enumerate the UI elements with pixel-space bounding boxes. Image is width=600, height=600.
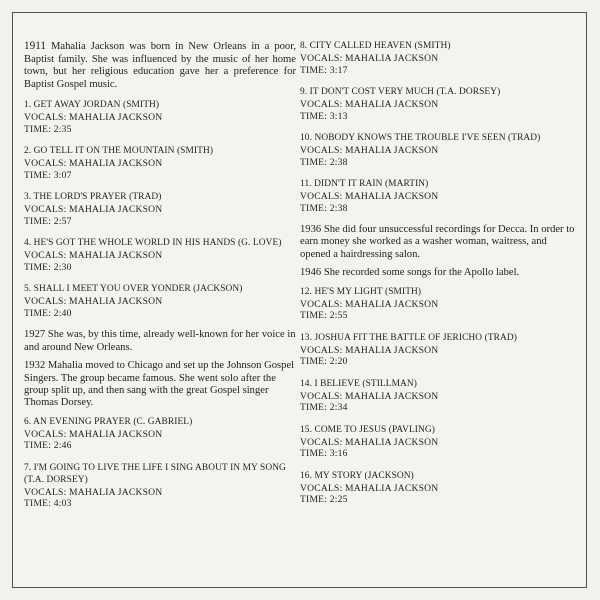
- track-author: (TRAD): [508, 133, 541, 143]
- intro-paragraph: [24, 40, 296, 91]
- track-vocals: VOCALS: MAHALIA JACKSON: [300, 99, 439, 110]
- track-time: TIME: 2:57: [24, 215, 72, 227]
- track-time: TIME: 3:17: [300, 64, 348, 76]
- track-time: TIME: 2:34: [300, 402, 348, 414]
- track-entry: [300, 40, 576, 76]
- intro-text: Mahalia Jackson was born in New Orleans in a poor, Baptist family. She was influenced by the music of her home town, but her religious education gave her a preference for Baptist Gospel music.: [24, 41, 296, 90]
- track-entry: [24, 99, 296, 135]
- track-entry: [300, 132, 576, 168]
- track-author: (T.A. DORSEY): [24, 474, 88, 485]
- history-note: [24, 360, 296, 410]
- track-title: [24, 237, 296, 249]
- track-entry: [300, 332, 576, 368]
- track-author: (SMITH): [123, 100, 160, 111]
- track-title-text: 7. I'M GOING TO LIVE THE LIFE I SING ABOUT IN MY SONG: [24, 462, 286, 473]
- history-note: [300, 224, 576, 261]
- track-author: (SMITH): [176, 146, 214, 157]
- track-title-text: 4. HE'S GOT THE WHOLE WORLD IN HIS HANDS: [24, 238, 236, 249]
- track-vocals: VOCALS: MAHALIA JACKSON: [24, 296, 163, 308]
- right-notes: [300, 224, 576, 280]
- track-time: TIME: 2:30: [24, 261, 72, 273]
- history-note: [24, 329, 296, 354]
- track-time: TIME: 3:16: [300, 448, 348, 460]
- track-title-text: 8. CITY CALLED HEAVEN: [300, 41, 412, 51]
- track-entry: [300, 178, 576, 214]
- track-title: [24, 191, 296, 203]
- track-vocals: VOCALS: MAHALIA JACKSON: [24, 158, 163, 170]
- note-year: 1932: [24, 360, 46, 372]
- right-column: [300, 40, 576, 516]
- track-vocals: VOCALS: MAHALIA JACKSON: [24, 486, 163, 498]
- track-vocals: VOCALS: MAHALIA JACKSON: [300, 436, 439, 448]
- track-title: [24, 416, 296, 428]
- track-vocals: VOCALS: MAHALIA JACKSON: [300, 482, 439, 494]
- track-author: (MARTIN): [384, 179, 429, 189]
- track-author: (JACKSON): [193, 284, 243, 295]
- right-track-list-a: [300, 40, 576, 214]
- track-vocals: VOCALS: MAHALIA JACKSON: [300, 191, 439, 202]
- track-time: TIME: 4:03: [24, 498, 72, 510]
- track-entry: [300, 424, 576, 460]
- track-title-text: 6. AN EVENING PRAYER: [24, 416, 131, 427]
- track-vocals: VOCALS: MAHALIA JACKSON: [300, 145, 439, 156]
- track-entry: [24, 283, 296, 319]
- track-title-text: 3. THE LORD'S PRAYER: [24, 192, 127, 203]
- track-time: TIME: 2:55: [300, 310, 348, 322]
- track-title: [24, 99, 296, 111]
- track-entry: [300, 286, 576, 322]
- track-title-text: 1. GET AWAY JORDAN: [24, 100, 121, 111]
- track-time: TIME: 2:38: [300, 202, 348, 214]
- track-time: TIME: 2:38: [300, 156, 348, 168]
- track-author: (SMITH): [385, 286, 422, 297]
- left-column: [24, 40, 296, 520]
- track-title-text: 12. HE'S MY LIGHT: [300, 286, 383, 297]
- track-time: TIME: 2:40: [24, 307, 72, 319]
- track-author: (C. GABRIEL): [133, 416, 193, 427]
- track-entry: [24, 237, 296, 273]
- track-title-text: 5. SHALL I MEET YOU OVER YONDER: [24, 284, 191, 295]
- track-vocals: VOCALS: MAHALIA JACKSON: [24, 428, 163, 440]
- track-vocals: VOCALS: MAHALIA JACKSON: [300, 298, 439, 310]
- track-title: [300, 286, 576, 298]
- track-author: (G. LOVE): [237, 238, 282, 249]
- track-title: [300, 178, 576, 190]
- track-author: (PAVLING): [388, 424, 435, 435]
- note-text: She was, by this time, already well-known for her voice in and around New Orleans.: [24, 329, 296, 353]
- note-year: 1927: [24, 329, 46, 341]
- track-title: [24, 462, 296, 486]
- track-title-text: 9. IT DON'T COST VERY MUCH: [300, 87, 434, 97]
- track-time: TIME: 3:13: [300, 110, 348, 122]
- track-vocals: VOCALS: MAHALIA JACKSON: [24, 204, 163, 216]
- note-text: She recorded some songs for the Apollo label.: [323, 267, 520, 279]
- track-entry: [24, 191, 296, 227]
- track-time: TIME: 2:35: [24, 123, 72, 135]
- track-title-text: 10. NOBODY KNOWS THE TROUBLE I'VE SEEN: [300, 133, 506, 143]
- track-entry: [24, 416, 296, 452]
- track-title: [300, 470, 576, 482]
- track-vocals: VOCALS: MAHALIA JACKSON: [24, 112, 163, 124]
- track-time: TIME: 2:20: [300, 356, 348, 368]
- track-title-text: 14. I BELIEVE: [300, 378, 360, 389]
- track-author: (TRAD): [484, 332, 517, 343]
- track-entry: [24, 145, 296, 181]
- intro-year: 1911: [24, 40, 46, 52]
- track-title-text: 15. COME TO JESUS: [300, 424, 387, 435]
- track-author: (STILLMAN): [362, 378, 417, 389]
- track-vocals: VOCALS: MAHALIA JACKSON: [300, 344, 439, 356]
- track-vocals: VOCALS: MAHALIA JACKSON: [24, 250, 163, 262]
- left-notes: [24, 329, 296, 409]
- track-title-text: 2. GO TELL IT ON THE MOUNTAIN: [24, 146, 175, 157]
- left-track-list-a: [24, 99, 296, 319]
- note-text: She did four unsuccessful recordings for Decca. In order to earn money she worked as a washer woman, waitress, and opened a hairdressing salon.: [300, 224, 575, 260]
- track-author: (TRAD): [129, 192, 162, 203]
- track-title: [24, 145, 296, 157]
- track-title: [300, 86, 576, 98]
- track-title: [300, 424, 576, 436]
- note-year: 1936: [300, 224, 322, 235]
- track-time: TIME: 3:07: [24, 169, 72, 181]
- track-author: (SMITH): [414, 41, 451, 51]
- left-track-list-b: [24, 416, 296, 510]
- track-title-text: 13. JOSHUA FIT THE BATTLE OF JERICHO: [300, 332, 483, 343]
- track-title: [300, 132, 576, 144]
- history-note: [300, 267, 576, 279]
- track-author: (JACKSON): [364, 470, 414, 481]
- track-author: (T.A. DORSEY): [436, 87, 501, 97]
- note-text: Mahalia moved to Chicago and set up the Johnson Gospel Singers. The group became famous. She went solo after the group split up, and then sang with the great Gospel singer Thomas Dorsey.: [24, 360, 295, 409]
- track-title: [24, 283, 296, 295]
- track-entry: [300, 378, 576, 414]
- track-time: TIME: 2:25: [300, 494, 348, 506]
- track-title: [300, 378, 576, 390]
- track-entry: [300, 86, 576, 122]
- track-title: [300, 332, 576, 344]
- track-entry: [24, 462, 296, 510]
- track-title: [300, 40, 576, 52]
- track-time: TIME: 2:46: [24, 440, 72, 452]
- track-vocals: VOCALS: MAHALIA JACKSON: [300, 53, 439, 64]
- track-title-text: 16. MY STORY: [300, 470, 363, 481]
- track-entry: [300, 470, 576, 506]
- track-title-text: 11. DIDN'T IT RAIN: [300, 179, 383, 189]
- track-vocals: VOCALS: MAHALIA JACKSON: [300, 390, 439, 402]
- note-year: 1946: [300, 267, 322, 279]
- right-track-list-b: [300, 286, 576, 506]
